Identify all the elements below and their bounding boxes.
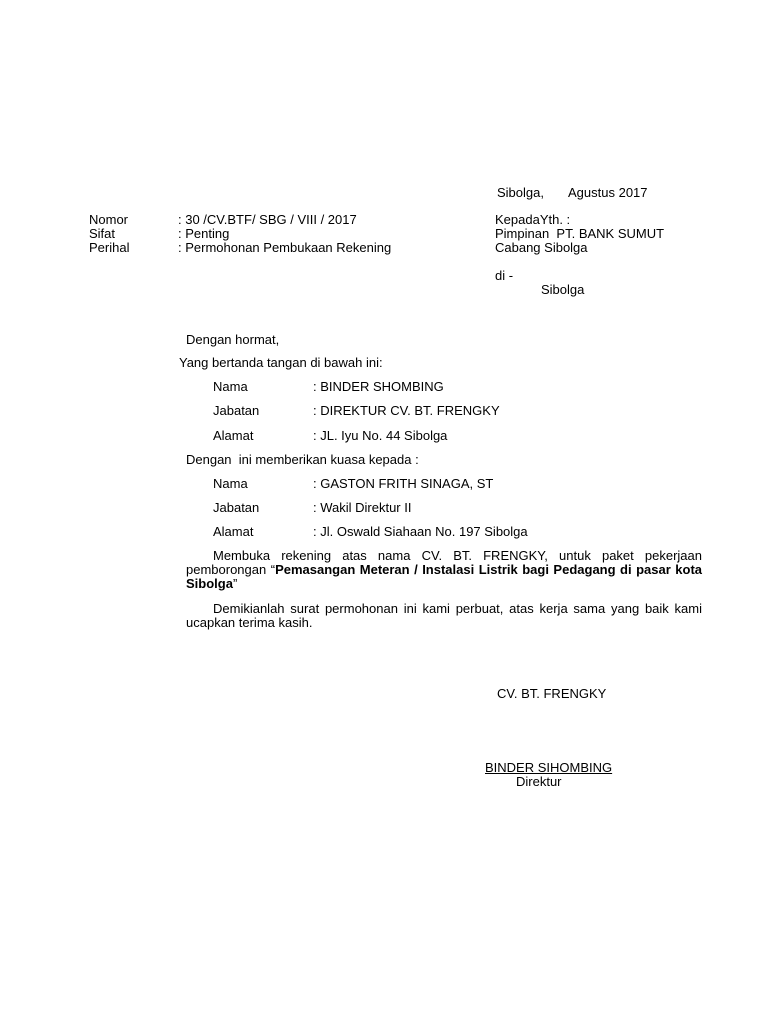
- letter-date: Agustus 2017: [568, 185, 648, 200]
- proxy-title-value: : Wakil Direktur II: [313, 500, 412, 515]
- paragraph-request-text: Membuka rekening atas nama CV. BT. FRENGKY, untuk paket pekerjaan pemborongan “: [186, 548, 702, 577]
- signer-name-value: : BINDER SHOMBING: [313, 379, 444, 394]
- proxy-title-label: Jabatan: [213, 500, 260, 515]
- perihal-label: Perihal: [89, 240, 130, 255]
- signer-name-label: Nama: [213, 379, 248, 394]
- signer-title: Direktur: [516, 774, 562, 789]
- proxy-name-value: : GASTON FRITH SINAGA, ST: [313, 476, 494, 491]
- signer-title-label: Jabatan: [213, 403, 260, 418]
- recipient-line1: Pimpinan PT. BANK SUMUT: [495, 226, 665, 241]
- sifat-value: : Penting: [178, 226, 230, 241]
- perihal-value: : Permohonan Pembukaan Rekening: [178, 240, 392, 255]
- proxy-intro: Dengan ini memberikan kuasa kepada :: [186, 452, 419, 467]
- recipient-di: di -: [495, 268, 514, 283]
- paragraph-request: [186, 549, 702, 591]
- intro-line: Yang bertanda tangan di bawah ini:: [179, 355, 383, 370]
- signer-name: BINDER SIHOMBING: [485, 760, 613, 775]
- proxy-address-value: : Jl. Oswald Siahaan No. 197 Sibolga: [313, 524, 528, 539]
- proxy-address-label: Alamat: [213, 524, 254, 539]
- nomor-label: Nomor: [89, 212, 129, 227]
- signer-title-value: : DIREKTUR CV. BT. FRENGKY: [313, 403, 500, 418]
- paragraph-closing: Demikianlah surat permohonan ini kami perbuat, atas kerja sama yang baik kami ucapkan terima kasih.: [186, 601, 702, 630]
- recipient-city: Sibolga: [541, 282, 585, 297]
- greeting: Dengan hormat,: [186, 332, 280, 347]
- project-name: Pemasangan Meteran / Instalasi Listrik bagi Pedagang di pasar kota Sibolga: [186, 562, 703, 591]
- recipient-line2: Cabang Sibolga: [495, 240, 588, 255]
- letter-place: Sibolga,: [497, 185, 544, 200]
- closing-quote: ”: [232, 576, 238, 591]
- recipient-to: KepadaYth. :: [495, 212, 571, 227]
- proxy-name-label: Nama: [213, 476, 248, 491]
- signer-address-value: : JL. Iyu No. 44 Sibolga: [313, 428, 448, 443]
- company-name: CV. BT. FRENGKY: [497, 686, 607, 701]
- signer-address-label: Alamat: [213, 428, 254, 443]
- sifat-label: Sifat: [89, 226, 116, 241]
- nomor-value: : 30 /CV.BTF/ SBG / VIII / 2017: [178, 212, 357, 227]
